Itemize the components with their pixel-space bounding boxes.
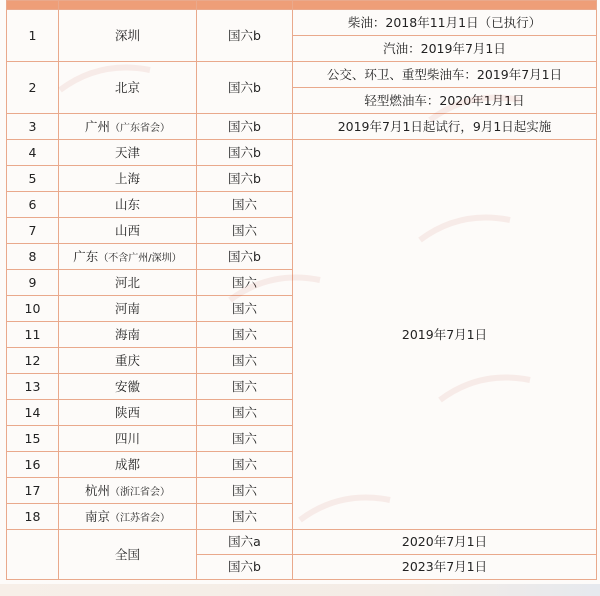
region-cell: 成都	[59, 452, 197, 478]
region-cell: 重庆	[59, 348, 197, 374]
table-row	[7, 62, 597, 88]
date-cell: 轻型燃油车：2020年1月1日	[293, 88, 597, 114]
region-cell: 山东	[59, 192, 197, 218]
region-note: （江苏省会）	[110, 512, 170, 524]
table-row	[7, 114, 597, 140]
region-name: 广州	[84, 118, 110, 134]
region-cell: 深圳	[59, 10, 197, 62]
date-cell: 公交、环卫、重型柴油车：2019年7月1日	[293, 62, 597, 88]
standard-cell: 国六b	[197, 166, 293, 192]
row-number: 9	[7, 270, 59, 296]
standard-cell: 国六b	[197, 140, 293, 166]
region-note: （浙江省会）	[110, 486, 170, 498]
table-row	[7, 140, 597, 166]
standard-cell: 国六	[197, 192, 293, 218]
row-number: 7	[7, 218, 59, 244]
standard-cell: 国六	[197, 348, 293, 374]
standard-cell: 国六	[197, 218, 293, 244]
region-cell	[59, 114, 197, 140]
standard-cell: 国六b	[197, 10, 293, 62]
bottom-strip	[0, 584, 600, 596]
region-cell: 上海	[59, 166, 197, 192]
row-number: 6	[7, 192, 59, 218]
standard-cell: 国六	[197, 478, 293, 504]
region-cell: 陕西	[59, 400, 197, 426]
row-number: 16	[7, 452, 59, 478]
table-row	[7, 10, 597, 36]
region-name: 广东	[73, 248, 99, 264]
row-number: 17	[7, 478, 59, 504]
region-cell: 天津	[59, 140, 197, 166]
header-cell	[197, 1, 293, 10]
date-cell: 2023年7月1日	[293, 555, 597, 580]
standard-cell: 国六	[197, 426, 293, 452]
row-number: 1	[7, 10, 59, 62]
region-cell: 海南	[59, 322, 197, 348]
row-number	[7, 530, 59, 580]
row-number: 18	[7, 504, 59, 530]
header-cell	[293, 1, 597, 10]
standard-cell: 国六a	[197, 530, 293, 555]
standard-cell: 国六	[197, 296, 293, 322]
region-cell: 河南	[59, 296, 197, 322]
row-number: 13	[7, 374, 59, 400]
row-number: 15	[7, 426, 59, 452]
region-name: 杭州	[84, 482, 110, 498]
row-number: 5	[7, 166, 59, 192]
region-name: 南京	[84, 508, 110, 524]
region-cell: 河北	[59, 270, 197, 296]
standard-cell: 国六b	[197, 555, 293, 580]
standard-cell: 国六b	[197, 62, 293, 114]
header-cell	[59, 1, 197, 10]
row-number: 3	[7, 114, 59, 140]
standard-cell: 国六	[197, 452, 293, 478]
region-cell: 四川	[59, 426, 197, 452]
standard-cell: 国六	[197, 322, 293, 348]
region-cell: 全国	[59, 530, 197, 580]
row-number: 2	[7, 62, 59, 114]
region-note: （不含广州/深圳）	[98, 252, 182, 264]
header-cell	[7, 1, 59, 10]
row-number: 10	[7, 296, 59, 322]
table-row	[7, 530, 597, 555]
row-number: 8	[7, 244, 59, 270]
region-note: （广东省会）	[110, 122, 170, 134]
date-cell: 柴油：2018年11月1日（已执行）	[293, 10, 597, 36]
table-header-row	[7, 1, 597, 10]
standard-cell: 国六b	[197, 244, 293, 270]
row-number: 12	[7, 348, 59, 374]
emission-standards-table	[6, 0, 597, 580]
row-number: 11	[7, 322, 59, 348]
region-cell: 山西	[59, 218, 197, 244]
standard-cell: 国六	[197, 374, 293, 400]
standard-cell: 国六	[197, 504, 293, 530]
region-cell	[59, 504, 197, 530]
region-cell: 北京	[59, 62, 197, 114]
row-number: 14	[7, 400, 59, 426]
date-cell: 汽油：2019年7月1日	[293, 36, 597, 62]
standard-cell: 国六	[197, 270, 293, 296]
region-cell	[59, 244, 197, 270]
row-number: 4	[7, 140, 59, 166]
region-cell: 安徽	[59, 374, 197, 400]
date-cell: 2020年7月1日	[293, 530, 597, 555]
standard-cell: 国六b	[197, 114, 293, 140]
standard-cell: 国六	[197, 400, 293, 426]
region-cell	[59, 478, 197, 504]
date-cell: 2019年7月1日起试行，9月1日起实施	[293, 114, 597, 140]
merged-date-cell: 2019年7月1日	[293, 140, 597, 530]
